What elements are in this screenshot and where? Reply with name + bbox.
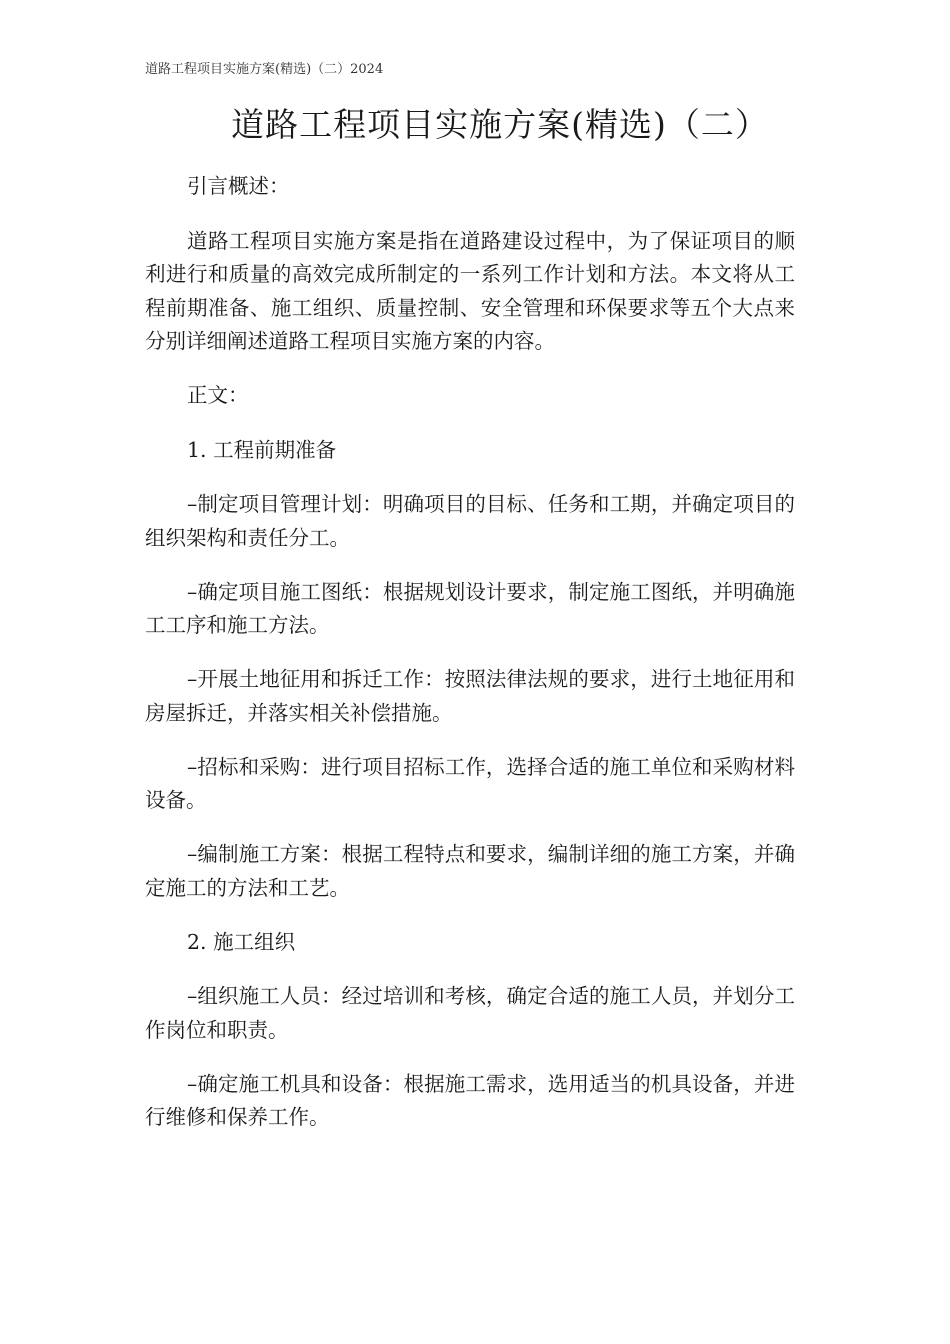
bullet-item: –开展土地征用和拆迁工作：按照法律法规的要求，进行土地征用和房屋拆迁，并落实相关补偿措施。 <box>145 667 795 725</box>
main-text-heading: 正文： <box>187 383 249 407</box>
bullet-item: –确定施工机具和设备：根据施工需求，选用适当的机具设备，并进行维修和保养工作。 <box>145 1071 795 1129</box>
section-heading-2: 2. 施工组织 <box>187 929 296 954</box>
running-header: 道路工程项目实施方案(精选)（二）2024 <box>145 62 384 77</box>
bullet-item: –确定项目施工图纸：根据规划设计要求，制定施工图纸，并明确施工工序和施工方法。 <box>145 579 795 637</box>
document-title: 道路工程项目实施方案(精选)（二） <box>231 105 769 144</box>
intro-heading: 引言概述： <box>187 174 290 198</box>
document-body <box>145 170 795 1155</box>
section-heading-1: 1. 工程前期准备 <box>187 437 337 462</box>
bullet-item: –制定项目管理计划：明确项目的目标、任务和工期，并确定项目的组织架构和责任分工。 <box>145 492 795 550</box>
bullet-item: –编制施工方案：根据工程特点和要求，编制详细的施工方案，并确定施工的方法和工艺。 <box>145 842 795 900</box>
bullet-item: –组织施工人员：经过培训和考核，确定合适的施工人员，并划分工作岗位和职责。 <box>145 984 795 1042</box>
bullet-item: –招标和采购：进行项目招标工作，选择合适的施工单位和采购材料设备。 <box>145 754 795 812</box>
intro-paragraph: 道路工程项目实施方案是指在道路建设过程中，为了保证项目的顺利进行和质量的高效完成所制定的一系列工作计划和方法。本文将从工程前期准备、施工组织、质量控制、安全管理和环保要求等五个大点来分别详细阐述道路工程项目实施方案的内容。 <box>145 228 795 353</box>
